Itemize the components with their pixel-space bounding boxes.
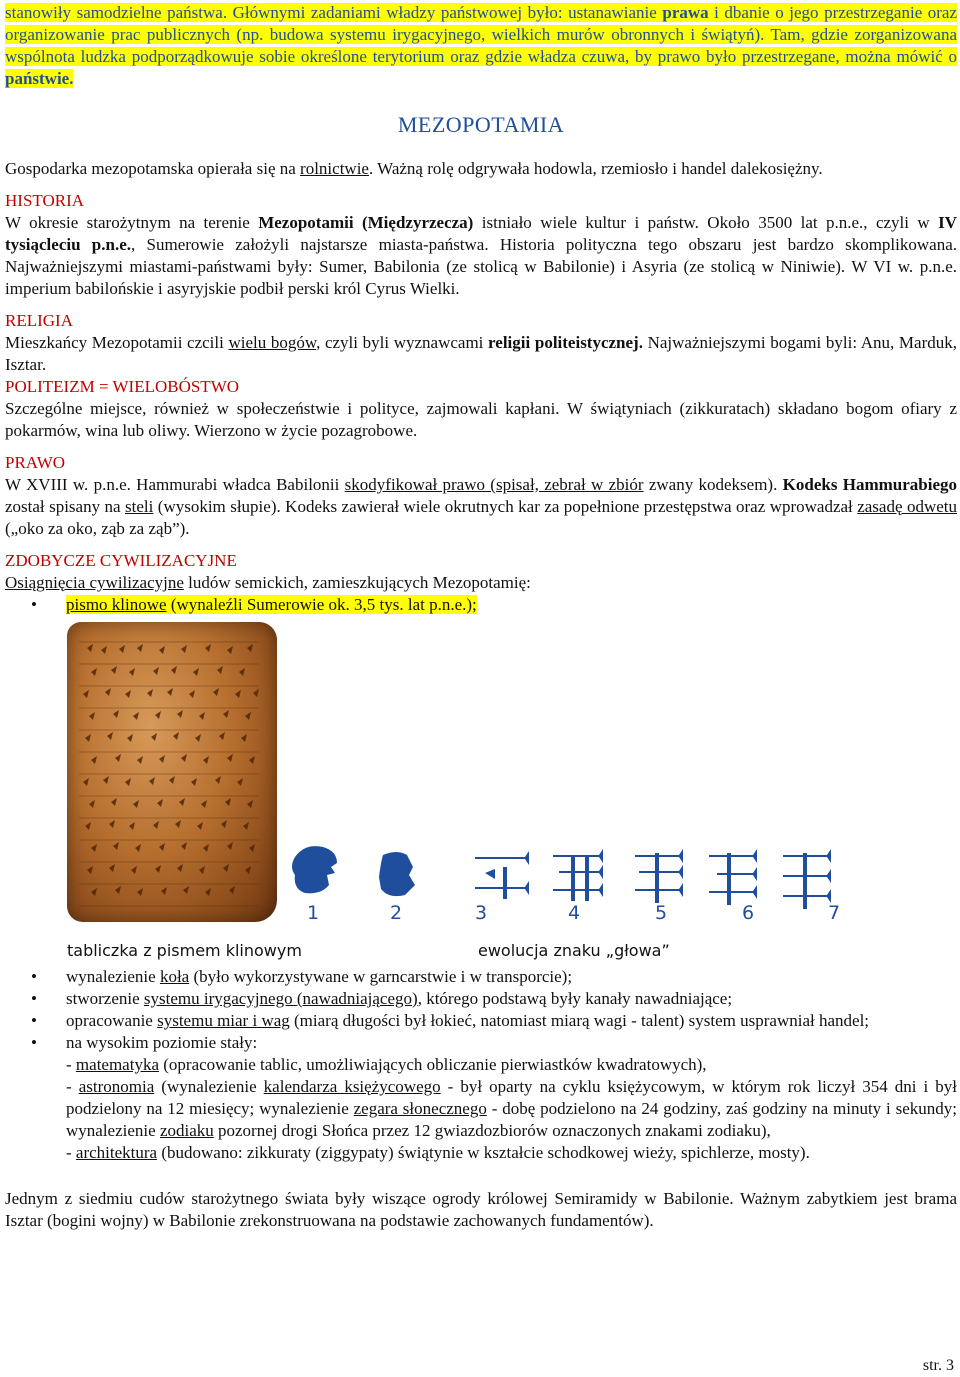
intro-bold-prawa: prawa	[662, 3, 709, 22]
prawo-text-c: został spisany na	[5, 497, 125, 516]
clay-tablet-image	[67, 622, 277, 922]
mat-dash: -	[66, 1055, 76, 1074]
astro-text-b: - był oparty na cyklu księżycowym, w którym rok liczył 354 dni i był podzielony na 12 miesięcy; wynalezienie	[66, 1077, 957, 1118]
intro-text-a: Głównymi zadaniami władzy państwowej było: ustanawianie	[227, 3, 663, 22]
list-item-pismo	[5, 594, 957, 616]
mat-text: (opracowanie tablic, umożliwiających obliczanie pierwiastków kwadratowych),	[159, 1055, 707, 1074]
pismo-underline: pismo klinowe	[66, 595, 167, 614]
economy-text-b: . Ważną rolę odgrywała hodowla, rzemiosło i handel dalekosiężny.	[368, 159, 823, 178]
mat-underline: matematyka	[75, 1055, 159, 1074]
outro-paragraph: Jednym z siedmiu cudów starożytnego świata były wiszące ogrody królowej Semiramidy w Babilonie. Ważnym zabytkiem jest brama Isztar (bogini wojny) w Babilonie zrekonstruowana na podstawie zachowanych fundamentów).	[5, 1189, 957, 1230]
prawo-underline-c: zasadę odwetu	[857, 497, 957, 516]
kolo-text-b: (było wykorzystywane w garncarstwie i w transporcie);	[189, 967, 573, 986]
astro-dash: -	[66, 1077, 79, 1096]
historia-bold-tysiaclecie: IV tysiącleciu p.n.e.	[5, 213, 958, 254]
kolo-text-a: wynalezienie	[66, 967, 160, 986]
prawo-paragraph	[5, 474, 957, 540]
document-page	[5, 2, 957, 1232]
historia-paragraph	[5, 212, 957, 300]
astro-zegar: zegara słonecznego	[353, 1099, 487, 1118]
bullet-icon: •	[31, 1033, 37, 1052]
arch-text: (budowano: zikkuraty (ziggураty) świątynie w kształcie schodkowej wieży, spichlerze, mosty).	[157, 1143, 810, 1162]
page-title: MEZOPOTAMIA	[397, 112, 565, 137]
prawo-text-d: (wysokim słupie). Kodeks zawierał wiele okrutnych kar za popełnione przestępstwa oraz wprowadzał	[153, 497, 858, 516]
historia-text-c: , Sumerowie założyli najstarsze miasta-państwa.	[131, 235, 500, 254]
astro-kalendarz: kalendarza księżycowego	[263, 1077, 441, 1096]
politeizm-heading: POLITEIZM = WIELOBÓSTWO	[5, 377, 240, 396]
religia-text-c: Najważniejszymi bogami byli: Anu, Marduk, Isztar.	[5, 333, 957, 374]
glyph-number-2: 2	[390, 902, 403, 924]
arch-dash: -	[66, 1143, 76, 1162]
arch-underline: architektura	[75, 1143, 158, 1162]
page-number: str. 3	[922, 1357, 954, 1374]
historia-bold-mezopotamia: Mezopotamii (Międzyrzecza)	[258, 213, 474, 232]
historia-text-e: Najważniejszymi miastami-państwami były: Sumer, Babilonia (ze stolicą w Babilonie) i Asyria (ze stolicą w Niniwie). W VI w. p.n.e. imperium babilońskie i asyryjskie podbił perski król Cyrus Wielki.	[5, 257, 957, 298]
astro-text-c: - dobę podzielono na 24 godziny, zaś godziny na minuty i sekundy; wynalezienie	[66, 1099, 957, 1140]
glyph-number-5: 5	[655, 902, 668, 924]
glyph-number-7: 7	[828, 902, 841, 924]
zdobycze-list-top	[5, 594, 957, 616]
kolo-underline: koła	[159, 967, 190, 986]
stale-text: na wysokim poziomie stały:	[66, 1033, 258, 1052]
religia-text-b: , czyli byli wyznawcami	[316, 333, 489, 352]
astro-underline: astronomia	[78, 1077, 155, 1096]
zdobycze-intro	[5, 572, 957, 594]
list-item-nauki	[5, 1032, 957, 1164]
historia-heading: HISTORIA	[5, 191, 85, 210]
zdobycze-underline: Osiągnięcia cywilizacyjne	[5, 573, 184, 592]
intro-bold-panstwie: państwie.	[5, 69, 74, 88]
religia-bold: religii politeistycznej.	[488, 333, 643, 352]
religia-underline: wielu bogów	[228, 333, 317, 352]
cuneiform-marks-icon	[67, 622, 277, 922]
intro-text-b: i dbanie o jego przestrzeganie oraz organizowanie prac publicznych (np. budowa systemu irygacyjnego, wielkich murów obronnych i świątyń). Tam, gdzie zorganizowana wspólnota ludzka podporządkowuje sobie określone terytorium oraz gdzie władza czuwa, by prawo było przestrzegane, można mówić o	[5, 3, 958, 66]
bullet-icon: •	[31, 1011, 37, 1030]
glyph-number-4: 4	[568, 902, 581, 924]
iryg-text-b: , którego podstawą były kanały nawadniające;	[417, 989, 733, 1008]
prawo-bold: Kodeks Hammurabiego	[782, 475, 957, 494]
bullet-icon: •	[31, 989, 37, 1008]
glyph-number-3: 3	[475, 902, 488, 924]
astro-zodiak: zodiaku	[159, 1121, 214, 1140]
economy-text-a: Gospodarka mezopotamska opierała się na	[5, 159, 301, 178]
list-item-miary	[5, 1010, 957, 1032]
politeizm-paragraph: Szczególne miejsce, również w społeczeństwie i polityce, zajmowali kapłani. W świątyniach (zikkuratach) składano bogom ofiary z pokarmów, wina lub oliwy. Wierzono w życie pozagrobowe.	[5, 399, 957, 440]
miar-text-b: (miarą długości był łokieć, natomiast miarą wagi - talent) system usprawniał handel;	[289, 1011, 870, 1030]
religia-paragraph	[5, 332, 957, 376]
pismo-text: (wynaleźli Sumerowie ok. 3,5 tys. lat p.n.e.);	[166, 595, 477, 614]
historia-text-a: W okresie starożytnym na terenie	[5, 213, 259, 232]
list-item-irygacja	[5, 988, 957, 1010]
intro-highlight: stanowiły samodzielne państwa.	[5, 3, 228, 22]
miar-underline: systemu miar i wag	[157, 1011, 290, 1030]
glyph-number-6: 6	[742, 902, 755, 924]
cuneiform-figure	[5, 622, 957, 962]
economy-underline: rolnictwie	[300, 159, 369, 178]
astro-text-d: pozornej drogi Słońca przez 12 gwiazdozbiorów oznaczonych znakami zodiaku),	[213, 1121, 771, 1140]
historia-text-d: Historia polityczna tego obszaru jest bardzo skomplikowana.	[499, 235, 957, 254]
zdobycze-list	[5, 966, 957, 1164]
iryg-underline: systemu irygacyjnego (nawadniającego)	[143, 989, 418, 1008]
bullet-icon: •	[31, 595, 37, 614]
prawo-underline-b: steli	[125, 497, 154, 516]
prawo-heading: PRAWO	[5, 453, 66, 472]
astro-text-a: (wynalezienie	[154, 1077, 264, 1096]
prawo-text-a: W XVIII w. p.n.e. Hammurabi władca Babilonii	[5, 475, 345, 494]
caption-tablet: tabliczka z pismem klinowym	[67, 941, 302, 960]
bullet-icon: •	[31, 967, 37, 986]
religia-text-a: Mieszkańcy Mezopotamii czcili	[5, 333, 229, 352]
religia-heading: RELIGIA	[5, 311, 73, 330]
list-item-kolo	[5, 966, 957, 988]
miar-text-a: opracowanie	[66, 1011, 158, 1030]
iryg-text-a: stworzenie	[66, 989, 144, 1008]
caption-evolution: ewolucja znaku „głowa”	[478, 941, 670, 960]
zdobycze-text: ludów semickich, zamieszkujących Mezopotamię:	[183, 573, 531, 592]
prawo-underline-a: skodyfikował prawo (spisał, zebrał w zbiór	[344, 475, 644, 494]
intro-paragraph	[5, 2, 957, 90]
historia-text-b: istniało wiele kultur i państw. Około 3500 lat p.n.e., czyli w	[473, 213, 939, 232]
head-sign-evolution-icon	[285, 837, 845, 917]
prawo-text-e: („oko za oko, ząb za ząb”).	[5, 519, 190, 538]
zdobycze-heading: ZDOBYCZE CYWILIZACYJNE	[5, 551, 237, 570]
economy-paragraph	[5, 158, 957, 180]
glyph-number-1: 1	[307, 902, 320, 924]
prawo-text-b: zwany kodeksem).	[643, 475, 783, 494]
